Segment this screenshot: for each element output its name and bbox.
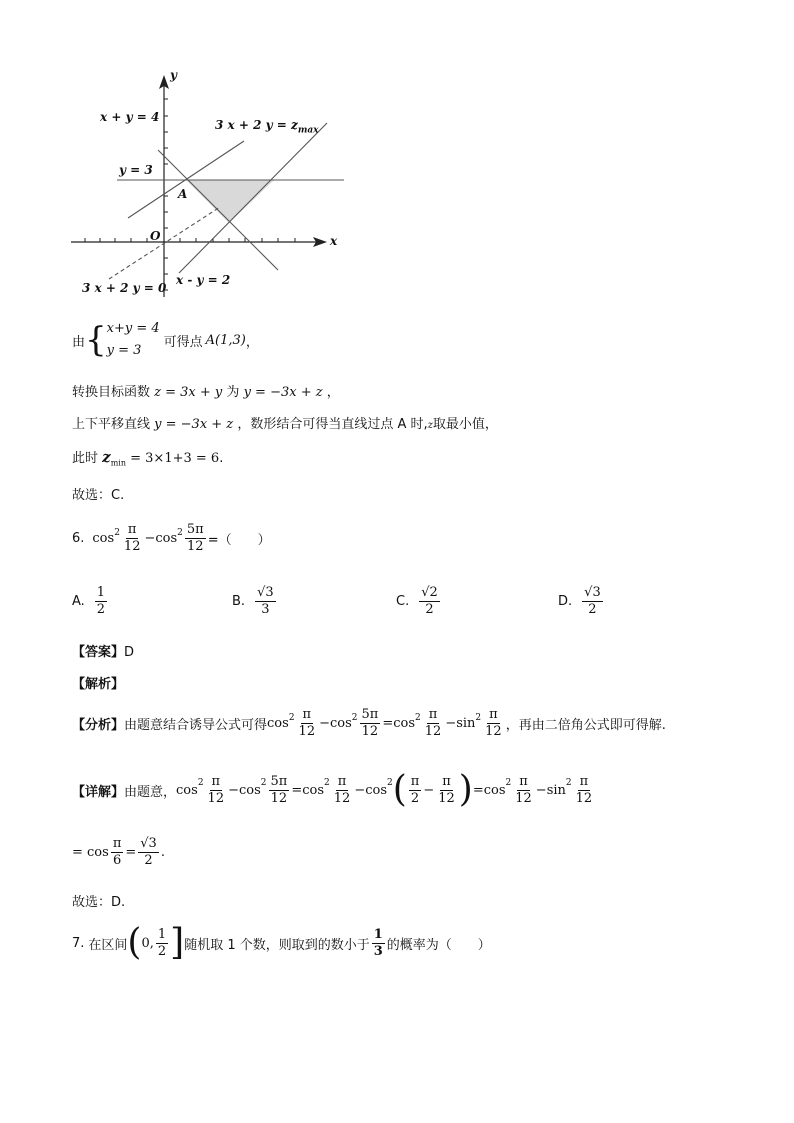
fx-den3: 12 [424,724,442,739]
s5-l2-prefix: 转换目标函数 [72,385,151,400]
fx-minus2: − [445,716,457,731]
label-objective-max-sub: max [297,125,319,136]
s5-l1-suffix: 可得点 [163,334,203,350]
s5-l3-z: z [427,420,433,431]
label-x-minus-y-2: x - y = 2 [176,273,231,287]
xj-pi2-num: π [410,773,420,789]
fx-den1: 12 [298,724,316,739]
xj-frac2 [269,774,290,807]
xj2-period: . [160,845,165,860]
xj-num6: π [579,773,589,789]
q6-sq2: 2 [177,528,183,538]
s5-l4-z: z [102,448,111,466]
xj-minus1: − [228,782,239,798]
fx-eq: = [382,716,394,731]
xj-num1: π [211,773,221,789]
q7-third-num: 1 [373,926,383,942]
s5-l2-end: ， [326,385,340,400]
xj-sq3: 2 [324,778,330,788]
xj-cos1: cos [176,782,198,798]
equation-system [107,318,160,362]
xj-sq2: 2 [260,778,267,788]
q6-num2: 5π [186,522,204,537]
xj2-eq2: = [125,845,137,860]
q6-num1: π [127,522,137,537]
xj-den2: 12 [270,790,288,806]
fx-frac3 [423,707,444,740]
xj-den1: 12 [207,790,225,806]
fx-frac2 [360,707,381,740]
q6-stem [72,522,271,555]
q6-option-a[interactable] [72,585,109,618]
feasible-region-figure [65,65,365,300]
xj-frac3 [332,774,353,807]
xj-cos3: cos [302,782,325,798]
q7-text1: 在区间 [88,937,128,953]
q6-tail: =（ ） [207,533,271,548]
q7-stem [72,922,491,963]
q6-xiangjie-text: 由题意， [124,784,177,800]
q6-option-c-frac [419,585,440,618]
xj-frac-pi2 [409,774,422,807]
fx-sq4: 2 [475,713,482,723]
xj-num4: π [442,773,451,789]
fx-frac1 [297,707,318,740]
label-objective-max-text: 3 x + 2 y = z [215,118,298,132]
q6-option-b-label: B. [232,594,246,609]
system-brace: { [85,320,107,360]
fx-num1: π [302,707,312,722]
s5-l3-prefix: 上下平移直线 [72,417,151,432]
xj2-pi6-num: π [112,836,122,851]
xj2-pi6-den: 6 [112,853,122,868]
fx-num3: π [428,707,438,722]
xj-minus2: − [354,782,366,798]
xj-minus4: − [535,782,547,798]
fx-num2: 5π [361,707,379,722]
q6-den1: 12 [123,539,141,554]
s5-l2-mid: 为 [226,385,240,400]
q6-analysis-tag: 【解析】 [72,677,125,692]
q6-sq1: 2 [114,528,120,538]
label-objective-zero: 3 x + 2 y = 0 [82,281,167,295]
xj-den6: 12 [575,790,593,806]
fx-cos1: cos [267,716,289,731]
q6-option-a-den: 2 [96,602,106,617]
xj-lparen: ( [392,769,407,810]
q7-int-frac [156,927,168,960]
q6-answer [72,641,134,660]
q6-fenxi-text2: ，再由二倍角公式即可得解. [505,718,666,733]
q7-third-den: 3 [373,943,383,959]
s5-l4-end: . [219,451,224,466]
q6-option-a-frac [95,585,107,618]
xj-rparen: ) [458,769,473,810]
line-x-minus-y-2 [179,123,327,273]
xj-cos2: cos [239,782,261,798]
q6-option-d[interactable] [558,585,605,618]
q6-fenxi [72,707,666,740]
xj-den4: 12 [438,790,455,806]
y-axis-label: y [170,68,177,82]
xj2-frac-sqrt3 [138,836,159,869]
xj-minus3: − [423,782,435,798]
q7-text2: 随机取 1 个数，则取到的数小于 [184,937,370,953]
xj2-eq: = cos [72,845,109,860]
q6-den2: 12 [187,539,204,554]
point-a-coord: A(1,3) [205,332,246,348]
q6-option-d-num: √3 [584,585,601,600]
xj-frac5 [513,774,534,807]
system-eq2: y = 3 [106,343,142,358]
xj-sq4: 2 [387,778,393,788]
s5-l1-end: ， [245,334,259,350]
fx-frac4 [483,707,504,740]
xj-num3: π [337,773,347,789]
q7-third-frac [372,927,385,960]
q6-xiangjie [72,769,596,810]
solution5-line3 [72,413,498,432]
fx-cos3: cos [393,716,416,731]
fx-cos2: cos [330,716,352,731]
xj-eq2: = [472,782,484,798]
q6-option-c-num: √2 [421,585,438,600]
q6-option-c-den: 2 [425,602,434,617]
q6-fenxi-tag: 【分析】 [72,718,125,733]
line-x-plus-y-4 [158,150,278,270]
s5-l1-prefix: 由 [72,334,86,350]
xj-frac4 [436,774,457,807]
xj-frac6 [574,774,595,807]
xj-sq5: 2 [505,778,512,788]
q7-int-close: ] [170,922,185,963]
xj-frac1 [206,774,227,807]
q6-option-d-frac [582,585,603,618]
fx-den4: 12 [485,724,502,739]
s5-l2-eq2: y = −3x + z [243,385,323,400]
q6-option-b-frac [255,585,276,618]
q6-option-a-label: A. [72,594,85,609]
s5-l4-sub: min [110,458,126,468]
s5-l4-prefix: 此时 [72,451,99,466]
s5-l4-eq: = 3×1+3 = 6 [130,451,220,466]
xj-den3: 12 [333,790,351,806]
s5-l3-end: 取最小值， [432,417,498,432]
q6-option-c-label: C. [396,594,410,609]
q7-int-den: 2 [157,943,167,959]
q6-frac2 [185,522,206,555]
solution5-answer: 故选：C. [72,488,125,503]
q7-int-open: ( [127,922,142,963]
point-a-label: A [178,187,188,201]
q7-int-num: 1 [157,926,167,942]
q6-option-b-num: √3 [257,585,274,600]
q6-option-b[interactable] [232,585,278,618]
xj2-frac-pi6 [111,836,124,869]
q6-number: 6. [72,531,85,546]
q7-number: 7. [72,935,85,951]
xj2-sqrt3-den: 2 [144,853,153,868]
xj-num2: 5π [270,773,288,789]
q6-option-d-label: D. [558,594,573,609]
xj-cos4: cos [365,782,387,798]
xj-den5: 12 [515,790,532,806]
q6-xiangjie-line2 [72,836,165,869]
q7-text3: 的概率为（ ） [386,937,491,953]
s5-l2-eq1: z = 3x + y [154,385,223,400]
xj-sq1: 2 [197,778,204,788]
q7-int-left: 0, [141,935,154,951]
origin-label: O [150,229,161,243]
xj2-sqrt3-num: √3 [140,836,157,851]
xj-cos5: cos [483,782,506,798]
xj-sq6: 2 [565,778,572,788]
fx-sin: sin [456,716,476,731]
q6-frac1 [122,522,143,555]
solution5-line2 [72,381,340,400]
q6-option-d-den: 2 [588,602,597,617]
q6-option-b-den: 3 [261,602,270,617]
fx-num4: π [489,707,498,722]
solution5-line1 [72,318,259,362]
label-objective-max [215,118,319,135]
q6-fenxi-text1: 由题意结合诱导公式可得 [124,718,268,733]
q6-cos1: cos [92,531,115,546]
feasible-region [186,180,274,223]
q6-answer-value: D [124,645,135,660]
xj-eq1: = [291,782,303,798]
q6-xiangjie-tag: 【详解】 [72,784,125,800]
s5-l3-eq: y = −3x + z [154,417,234,432]
xj-sin: sin [546,782,566,798]
system-eq1: x+y = 4 [106,321,160,336]
xj-num5: π [519,773,528,789]
q6-final: 故选：D. [72,895,126,910]
s5-l3-text: ，数形结合可得当直线过点 A 时, [237,417,428,432]
fx-sq1: 2 [288,713,295,723]
fx-sq3: 2 [415,713,421,723]
q6-cos2: cos [155,531,178,546]
label-y-equals-3: y = 3 [119,163,153,177]
q6-option-c[interactable] [396,585,442,618]
q6-option-a-num: 1 [96,585,106,600]
y-ticks [164,99,168,290]
fx-sq2: 2 [351,713,358,723]
fx-minus: − [319,716,330,731]
label-x-plus-y-4: x + y = 4 [100,110,160,124]
q6-answer-tag: 【答案】 [72,645,125,660]
q6-minus: − [144,531,156,546]
fx-den2: 12 [361,724,379,739]
solution5-line4 [72,447,223,468]
xj-pi2-den: 2 [410,790,420,806]
x-axis-label: x [330,234,338,248]
